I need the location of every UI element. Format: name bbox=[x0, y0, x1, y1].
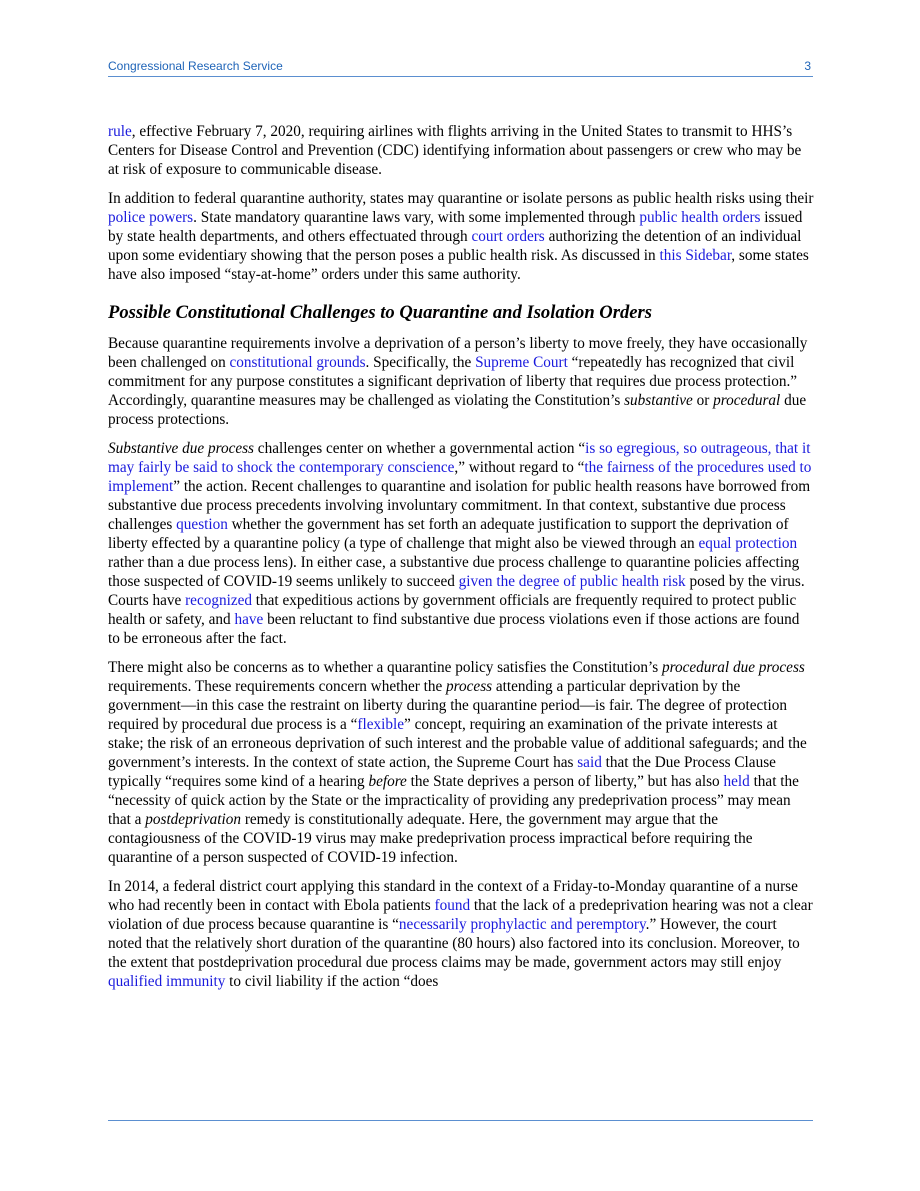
link-this-sidebar[interactable]: this Sidebar bbox=[659, 247, 732, 264]
text: that the lack of a predeprivation hearing was not a clear violation of due process because quarantine is “ bbox=[108, 897, 813, 933]
footer-rule bbox=[108, 1120, 813, 1121]
header-source: Congressional Research Service bbox=[108, 59, 283, 73]
link-degree-of-risk[interactable]: given the degree of public health risk bbox=[458, 573, 686, 590]
paragraph-2 bbox=[108, 189, 814, 284]
link-fairness-of-procedures[interactable]: the fairness of the procedures used to implement bbox=[108, 459, 812, 495]
text: There might also be concerns as to whether a quarantine policy satisfies the Constitution’s bbox=[108, 659, 662, 676]
link-said[interactable]: said bbox=[577, 754, 602, 771]
paragraph-5 bbox=[108, 658, 814, 867]
link-police-powers[interactable]: police powers bbox=[108, 209, 194, 226]
text: authorizing the detention of an individual upon some evidentiary showing that the person poses a public health risk. As discussed in bbox=[108, 228, 802, 264]
paragraph-4 bbox=[108, 439, 814, 648]
link-rule[interactable]: rule bbox=[108, 123, 132, 140]
section-heading: Possible Constitutional Challenges to Quarantine and Isolation Orders bbox=[108, 302, 652, 323]
text: ,” without regard to “ bbox=[454, 459, 585, 476]
text: challenges center on whether a governmental action “ bbox=[253, 440, 586, 457]
paragraph-3 bbox=[108, 334, 814, 429]
text: been reluctant to find substantive due process violations even if those actions are found to be erroneous after the fact. bbox=[108, 611, 800, 647]
text: the State deprives a person of liberty,” but has also bbox=[406, 773, 724, 790]
link-recognized[interactable]: recognized bbox=[185, 592, 252, 609]
link-court-orders[interactable]: court orders bbox=[471, 228, 545, 245]
link-prophylactic[interactable]: necessarily prophylactic and peremptory bbox=[398, 916, 646, 933]
text: In addition to federal quarantine authority, states may quarantine or isolate persons as public health risks using their bbox=[108, 190, 814, 207]
link-question[interactable]: question bbox=[176, 516, 228, 533]
link-qualified-immunity[interactable]: qualified immunity bbox=[108, 973, 226, 990]
text-italic: procedural bbox=[713, 392, 781, 409]
text: attending a particular deprivation by the government—in this case the restraint on liberty during the quarantine period—is fair. The degree of protection required by procedural due process is a “ bbox=[108, 678, 787, 733]
link-equal-protection[interactable]: equal protection bbox=[698, 535, 798, 552]
text-italic: substantive bbox=[624, 392, 693, 409]
document-body bbox=[108, 122, 814, 1001]
text: remedy is constitutionally adequate. Here, the government may argue that the contagiousness of the COVID-19 virus may make predeprivation process impractical before requiring the quarantine of a person suspected of COVID-19 infection. bbox=[108, 811, 753, 866]
text: . State mandatory quarantine laws vary, with some implemented through bbox=[193, 209, 640, 226]
text: Because quarantine requirements involve a deprivation of a person’s liberty to move freely, they have occasionally been challenged on bbox=[108, 335, 808, 371]
text: ” concept, requiring an examination of the private interests at stake; the risk of an erroneous deprivation of such interest and the probable value of additional safeguards; and the government’s interests. In the context of state action, the Supreme Court has bbox=[108, 716, 807, 771]
page-number: 3 bbox=[804, 59, 811, 73]
text: ” the action. Recent challenges to quarantine and isolation for public health reasons have borrowed from substantive due process precedents involving involuntary commitment. In that context, substantive due process challenges bbox=[108, 478, 811, 533]
link-egregious[interactable]: is so egregious, so outrageous, that it may fairly be said to shock the contemporary conscience bbox=[108, 440, 811, 476]
text: issued by state health departments, and others effectuated through bbox=[108, 209, 803, 245]
text: .” However, the court noted that the relatively short duration of the quarantine (80 hours) also factored into its conclusion. Moreover, to the extent that postdeprivation procedural due process claims may be made, government actors may still enjoy bbox=[108, 916, 800, 971]
link-public-health-orders[interactable]: public health orders bbox=[639, 209, 761, 226]
page-header bbox=[108, 58, 813, 77]
text: rather than a due process lens). In either case, a substantive due process challenge to quarantine policies affecting those suspected of COVID-19 seems unlikely to succeed bbox=[108, 554, 800, 590]
text: that the “necessity of quick action by the State or the impracticality of providing any predeprivation process” may mean that a bbox=[108, 773, 799, 828]
text-italic: process bbox=[446, 678, 493, 695]
link-constitutional-grounds[interactable]: constitutional grounds bbox=[229, 354, 366, 371]
text-italic: procedural due process bbox=[661, 659, 805, 676]
link-found[interactable]: found bbox=[434, 897, 471, 914]
paragraph-1 bbox=[108, 122, 814, 179]
link-have[interactable]: have bbox=[234, 611, 264, 628]
text: , effective February 7, 2020, requiring airlines with flights arriving in the United States to transmit to HHS’s Centers for Disease Control and Prevention (CDC) identifying information about passengers or crew who may be at risk of exposure to communicable disease. bbox=[108, 123, 802, 178]
text-italic: postdeprivation bbox=[145, 811, 241, 828]
link-held[interactable]: held bbox=[723, 773, 750, 790]
text: due process protections. bbox=[108, 392, 807, 428]
paragraph-6 bbox=[108, 877, 814, 991]
text: that expeditious actions by government officials are frequently required to protect public health or safety, and bbox=[108, 592, 797, 628]
text: In 2014, a federal district court applying this standard in the context of a Friday-to-Monday quarantine of a nurse who had recently been in contact with Ebola patients bbox=[108, 878, 798, 914]
text: posed by the virus. Courts have bbox=[108, 573, 805, 609]
text: to civil liability if the action “does bbox=[225, 973, 439, 990]
text: “repeatedly has recognized that civil commitment for any purpose constitutes a significant deprivation of liberty that requires due process protection.” Accordingly, quarantine measures may be challenged as violating the Constitution’s bbox=[108, 354, 798, 409]
text-italic: before bbox=[368, 773, 407, 790]
text: whether the government has set forth an adequate justification to support the deprivation of liberty effected by a quarantine policy (a type of challenge that might also be viewed through an bbox=[108, 516, 789, 552]
text: requirements. These requirements concern whether the bbox=[108, 678, 447, 695]
link-supreme-court[interactable]: Supreme Court bbox=[475, 354, 568, 371]
text: , some states have also imposed “stay-at-home” orders under this same authority. bbox=[108, 247, 809, 283]
link-flexible[interactable]: flexible bbox=[357, 716, 404, 733]
text: that the Due Process Clause typically “requires some kind of a hearing bbox=[108, 754, 776, 790]
text: . Specifically, the bbox=[365, 354, 476, 371]
text: or bbox=[692, 392, 714, 409]
text-italic: Substantive due process bbox=[108, 440, 254, 457]
